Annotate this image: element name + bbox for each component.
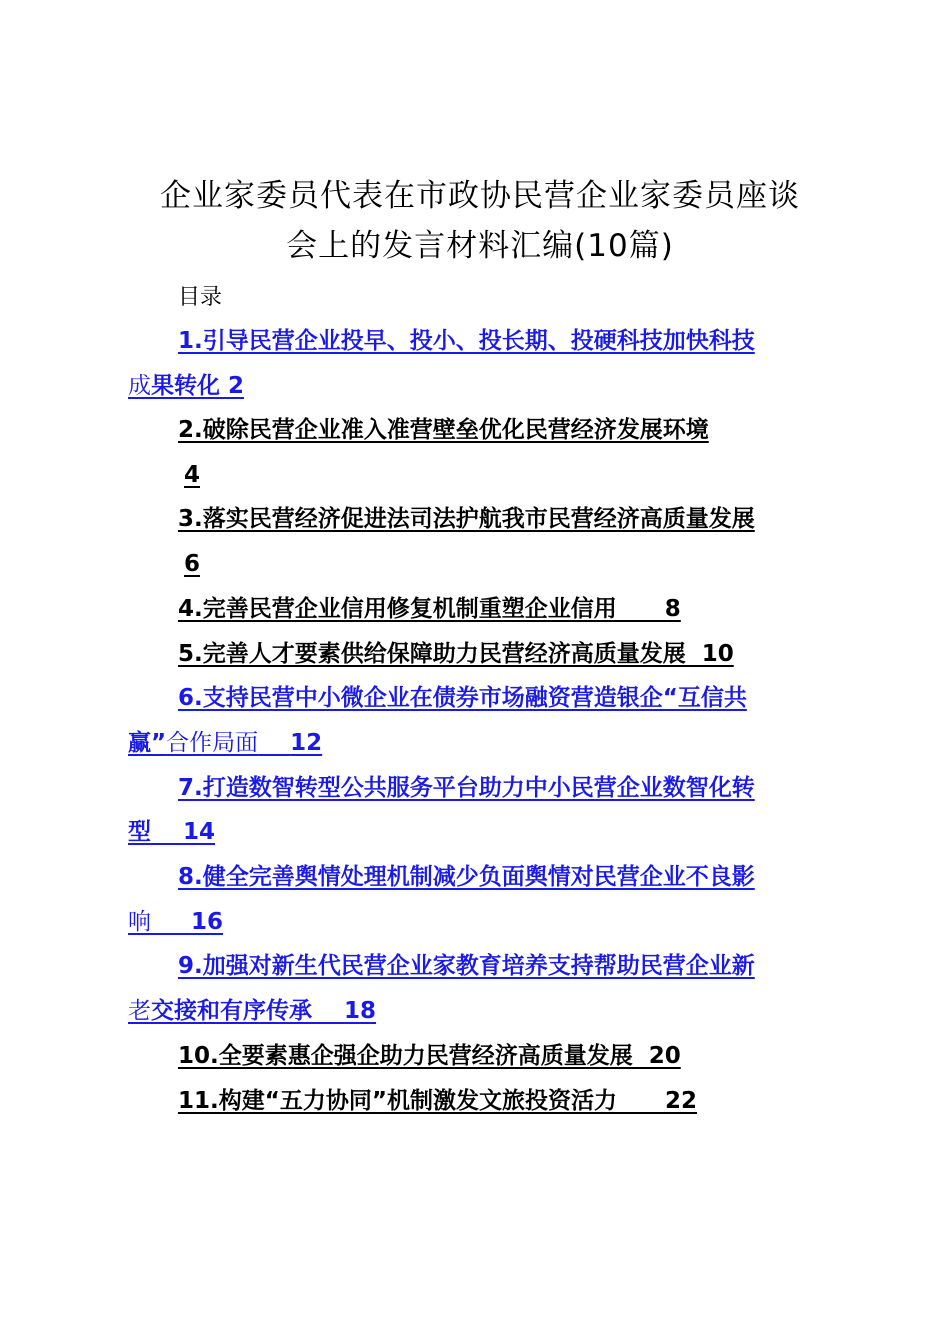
toc-entry-1-part-b: 果转化 2 bbox=[151, 373, 245, 399]
toc-entry-2-line-1[interactable]: 2.破除民营企业准入准营壁垒优化民营经济发展环境 bbox=[178, 417, 709, 443]
toc-entry-1-part-a: 成 bbox=[128, 373, 151, 399]
toc-heading: 目录 bbox=[178, 285, 223, 310]
toc-entry-8-page: 16 bbox=[191, 909, 224, 935]
toc-entry-6-part-b: 合作局面 bbox=[166, 730, 259, 756]
toc-entry-2-line-2[interactable] bbox=[128, 459, 200, 491]
toc-entry-3-line-2[interactable] bbox=[128, 548, 200, 580]
toc-entry-8-part-a: 响 bbox=[128, 909, 151, 935]
toc-entry-6-line-1[interactable]: 6.支持民营中小微企业在债券市场融资营造银企“互信共 bbox=[178, 685, 747, 711]
toc-entry-9-line-2[interactable] bbox=[128, 995, 376, 1027]
toc-entry-1-line-1[interactable]: 1.引导民营企业投早、投小、投长期、投硬科技加快科技 bbox=[178, 328, 755, 354]
toc-entry-5[interactable]: 5.完善人才要素供给保障助力民营经济高质量发展 10 bbox=[178, 641, 734, 667]
toc-entry-9-part-b: 交接和有序传承 bbox=[151, 998, 312, 1024]
toc-entry-6-page: 12 bbox=[290, 730, 323, 756]
toc-entry-1-line-2[interactable] bbox=[128, 370, 244, 402]
toc-entry-8-line-2[interactable] bbox=[128, 906, 223, 938]
toc-entry-10[interactable]: 10.全要素惠企强企助力民营经济高质量发展 20 bbox=[178, 1043, 681, 1069]
toc-entry-7-page: 14 bbox=[183, 819, 216, 845]
toc-entry-8-line-1[interactable]: 8.健全完善舆情处理机制减少负面舆情对民营企业不良影 bbox=[178, 864, 755, 890]
toc-entry-7-part-a: 型 bbox=[128, 819, 151, 845]
toc-entry-11[interactable]: 11.构建“五力协同”机制激发文旅投资活力 22 bbox=[178, 1088, 698, 1114]
toc-entry-2-page: 4 bbox=[184, 462, 201, 488]
toc-entry-6-part-a: 赢” bbox=[128, 730, 167, 756]
document-title-line-1: 企业家委员代表在市政协民营企业家委员座谈 bbox=[160, 178, 800, 214]
toc-entry-9-line-1[interactable]: 9.加强对新生代民营企业家教育培养支持帮助民营企业新 bbox=[178, 953, 755, 979]
toc-entry-3-line-1[interactable]: 3.落实民营经济促进法司法护航我市民营经济高质量发展 bbox=[178, 506, 755, 532]
toc-entry-7-line-2[interactable] bbox=[128, 816, 215, 848]
document-title-line-2: 会上的发言材料汇编(10篇) bbox=[286, 228, 674, 264]
toc-entry-9-page: 18 bbox=[344, 998, 377, 1024]
toc-entry-7-line-1[interactable]: 7.打造数智转型公共服务平台助力中小民营企业数智化转 bbox=[178, 775, 755, 801]
toc-entry-6-line-2[interactable] bbox=[128, 727, 322, 759]
toc-entry-4[interactable]: 4.完善民营企业信用修复机制重塑企业信用 8 bbox=[178, 596, 681, 622]
toc-entry-9-part-a: 老 bbox=[128, 998, 151, 1024]
toc-entry-3-page: 6 bbox=[184, 551, 201, 577]
